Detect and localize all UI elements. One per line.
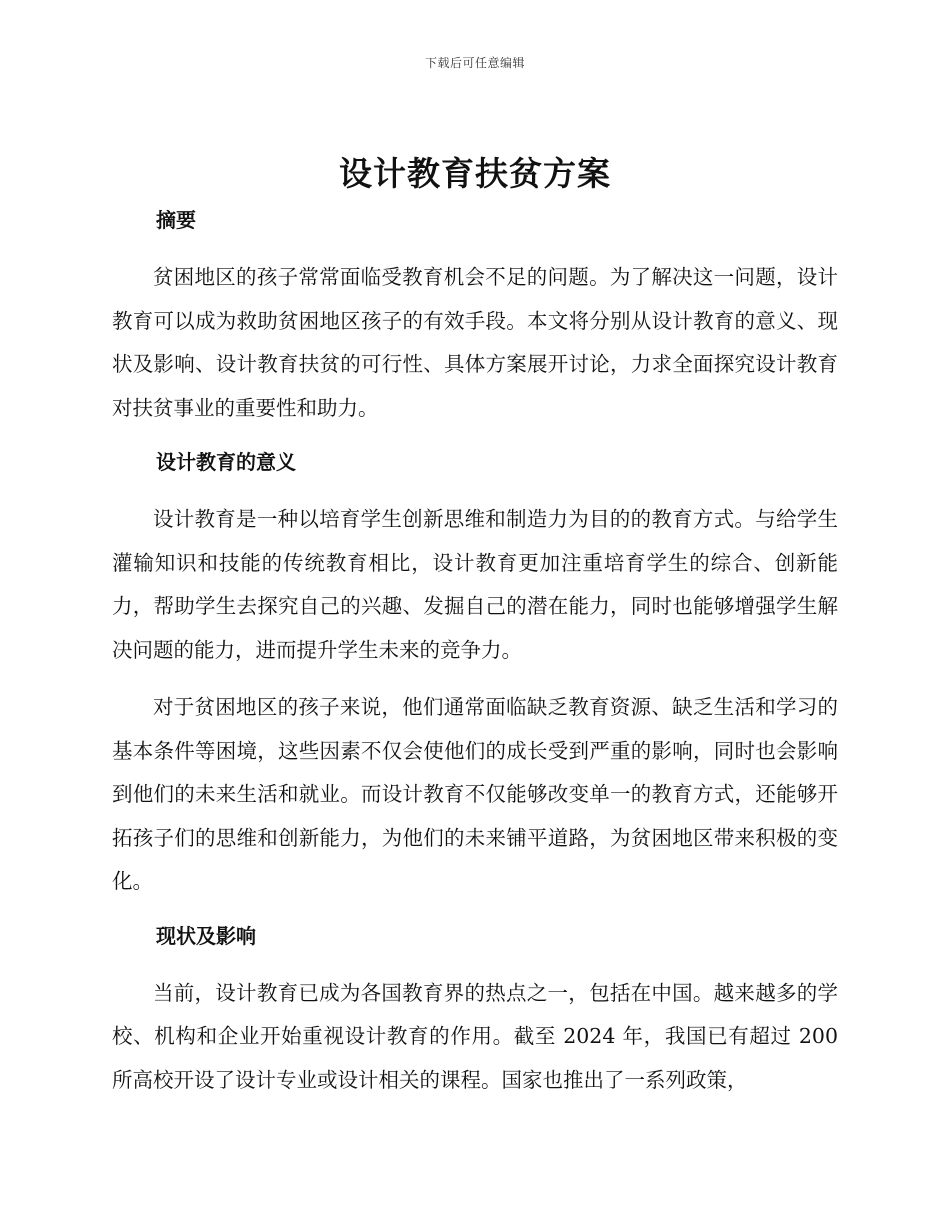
paragraph: 贫困地区的孩子常常面临受教育机会不足的问题。为了解决这一问题，设计教育可以成为救助贫困地区孩子的有效手段。本文将分别从设计教育的意义、现状及影响、设计教育扶贫的可行性、具体方案展开讨论，力求全面探究设计教育对扶贫事业的重要性和助力。 [112, 265, 838, 420]
document-body [112, 202, 838, 1116]
section-heading: 设计教育的意义 [156, 450, 296, 474]
paragraph: 设计教育是一种以培育学生创新思维和制造力为目的的教育方式。与给学生灌输知识和技能的传统教育相比，设计教育更加注重培育学生的综合、创新能力，帮助学生去探究自己的兴趣、发掘自己的潜在能力，同时也能够增强学生解决问题的能力，进而提升学生未来的竞争力。 [112, 507, 838, 662]
paragraph: 对于贫困地区的孩子来说，他们通常面临缺乏教育资源、缺乏生活和学习的基本条件等困境，这些因素不仅会使他们的成长受到严重的影响，同时也会影响到他们的未来生活和就业。而设计教育不仅能够改变单一的教育方式，还能够开拓孩子们的思维和创新能力，为他们的未来铺平道路，为贫困地区带来积极的变化。 [112, 695, 838, 893]
section-status-impact [112, 918, 838, 1103]
section-abstract [112, 202, 838, 430]
page-header-note: 下载后可任意编辑 [424, 56, 525, 70]
paragraph: 当前，设计教育已成为各国教育界的热点之一，包括在中国。越来越多的学校、机构和企业开始重视设计教育的作用。截至 2024 年，我国已有超过 200 所高校开设了设计专业或设计相关的课程。国家也推出了一系列政策， [112, 980, 838, 1092]
section-heading: 摘要 [156, 208, 196, 232]
section-heading: 现状及影响 [156, 923, 256, 948]
document-title: 设计教育扶贫方案 [339, 154, 611, 193]
section-significance [112, 444, 838, 904]
